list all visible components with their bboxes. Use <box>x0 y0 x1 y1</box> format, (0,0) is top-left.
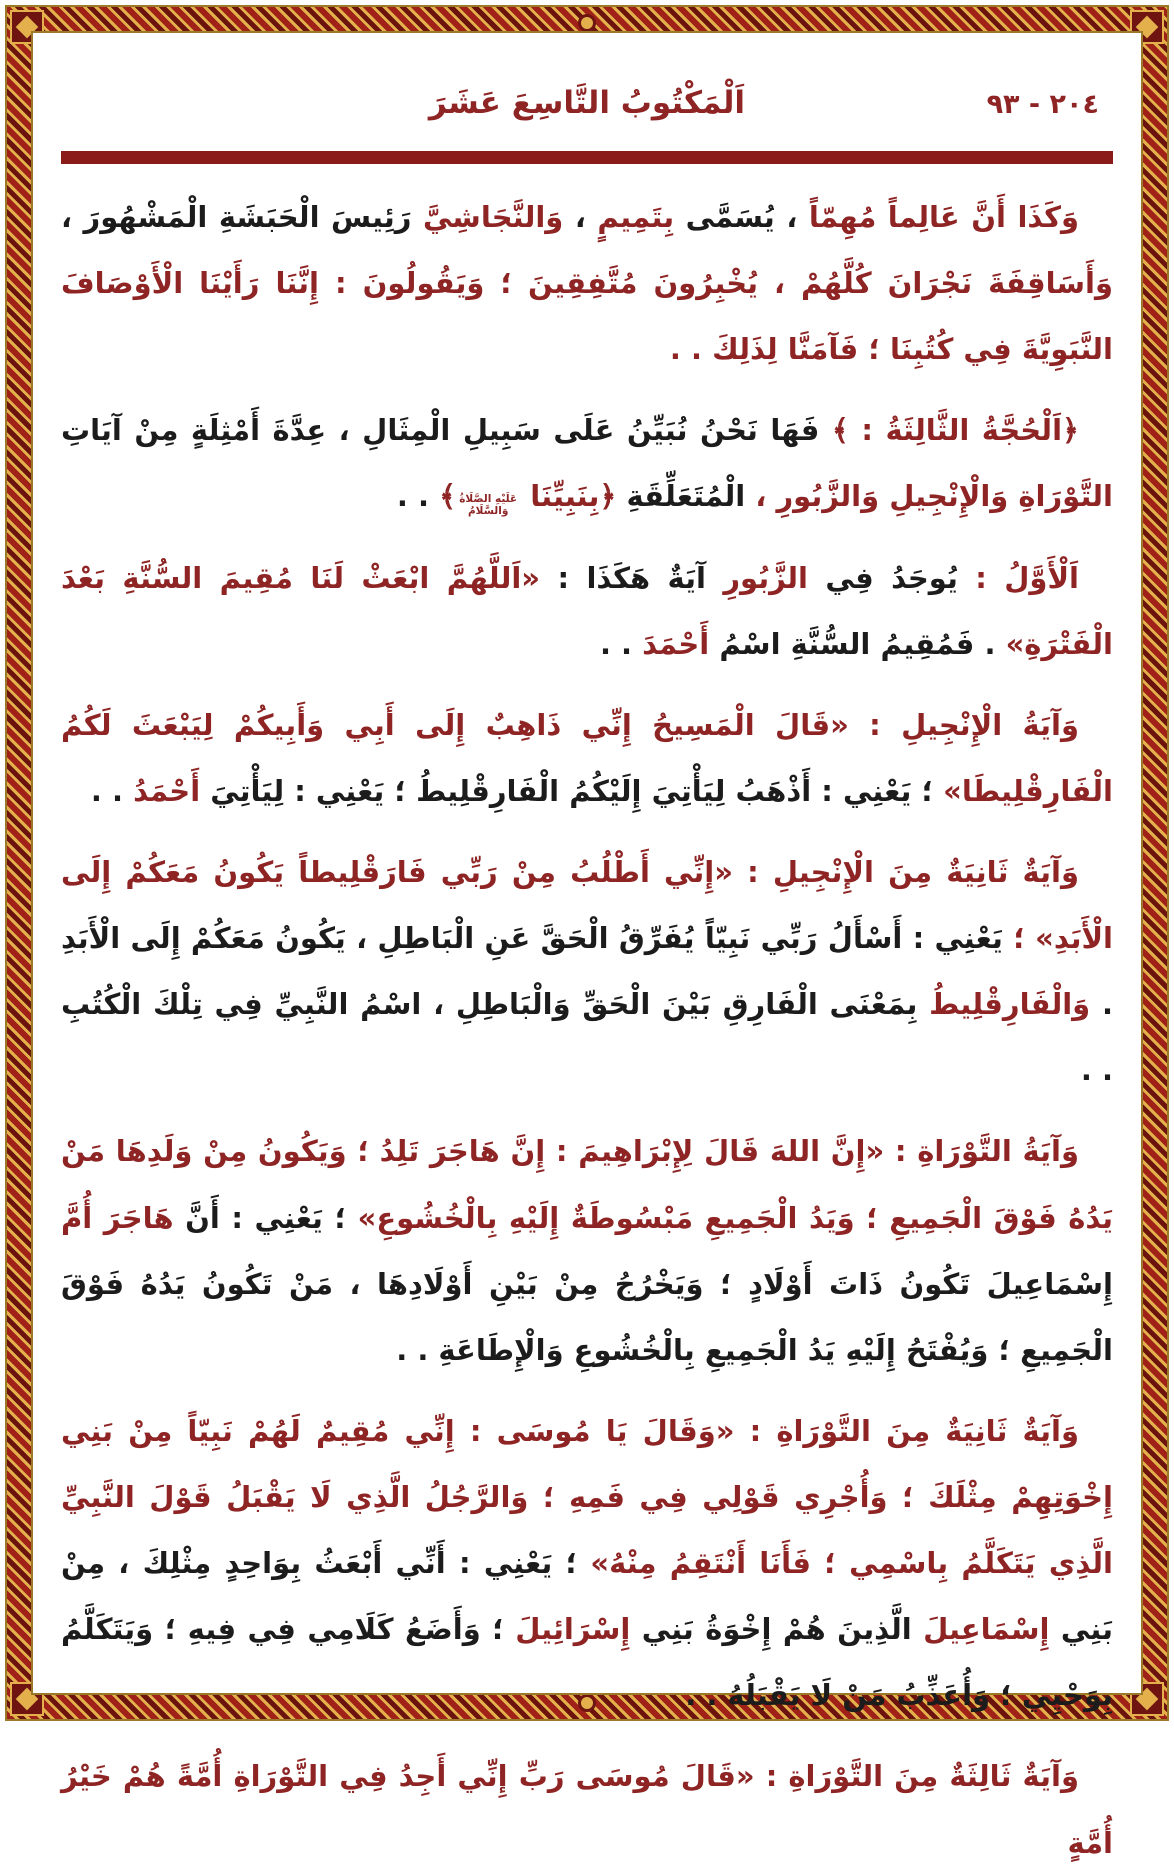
text-segment: بِتَمِيمٍ <box>597 200 675 234</box>
paragraph-1 <box>61 184 1113 382</box>
text-segment: ﴿بِنَبِيِّنَا <box>520 479 617 514</box>
text-segment: وَالنَّجَاشِيَّ <box>411 200 564 234</box>
page-header <box>61 57 1113 141</box>
text-segment: . فَمُقِيمُ السُّنَّةِ اسْمُ <box>709 626 1006 661</box>
text-segment: ؛ وَأَضَعُ كَلَامِي فِي فِيهِ ؛ وَيَتَكَلَّمُ بِوَحْيِي ؛ وَأُعَذِّبُ مَنْ لَا يَقْبَلُهُ . . <box>61 1612 1113 1713</box>
text-segment: الَّذِينَ هُمْ إِخْوَةُ بَنِي <box>630 1612 912 1647</box>
text-segment: آيَةٌ هَكَذَا : <box>540 560 706 595</box>
paragraph-7 <box>61 1398 1113 1729</box>
text-segment: إِسْرَائِيلَ <box>503 1612 631 1647</box>
paragraph-6 <box>61 1118 1113 1382</box>
text-segment: . . <box>90 773 134 808</box>
text-segment: ؛ يَعْنِي : أَنَّ <box>173 1200 358 1235</box>
text-segment: ﴾ <box>439 479 457 514</box>
paragraph-8 <box>61 1743 1113 1875</box>
text-segment: وَآيَةُ الْإِنْجِيلِ : «قَالَ الْمَسِيحُ إِنِّي ذَاهِبٌ إِلَى أَبِي وَأَبِيكُمْ لِيَبْعَثَ لَكُمُ الْفَارِقْلِيطَا» <box>61 707 1113 808</box>
paragraph-3 <box>61 545 1113 677</box>
text-segment: رَئِيسَ الْحَبَشَةِ الْمَشْهُورَ ، <box>61 200 412 234</box>
text-segment: ؛ يَعْنِي : أَذْهَبُ لِيَأْتِيَ إِلَيْكُمُ الْفَارِقْلِيطُ ؛ يَعْنِي : لِيَأْتِيَ <box>200 773 944 808</box>
text-segment: يَعْنِي : أَسْأَلُ رَبِّي نَبِيّاً يُفَرِّقُ الْحَقَّ عَنِ الْبَاطِلِ ، يَكُونُ مَعَكُمْ إِلَى الْأَبَدِ . <box>61 921 1113 1022</box>
page-title: اَلْمَكْتُوبُ التَّاسِعَ عَشَرَ <box>428 85 746 121</box>
body-text <box>61 184 1113 1876</box>
text-segment: الزَّبُورِ <box>705 560 808 595</box>
text-segment: وَآيَةٌ ثَانِيَةٌ مِنَ التَّوْرَاةِ : «وَقَالَ يَا مُوسَى : إِنِّي مُقِيمٌ لَهُمْ نَبِيّاً مِنْ بَنِي إِخْوَتِهِمْ مِثْلَكَ ؛ وَأُجْرِي قَوْلِي فِي فَمِهِ ؛ وَالرَّجُلُ الَّذِي لَا يَقْبَلُ قَوْلَ النَّبِيِّ الَّذِي يَتَكَلَّمُ بِاسْمِي ؛ فَأَنَا أَنْتَقِمُ مِنْهُ» <box>61 1413 1113 1581</box>
header-double-rule <box>61 151 1113 164</box>
text-segment: وَالْفَارِقْلِيطُ <box>917 987 1091 1022</box>
text-segment: وَآيَةُ التَّوْرَاةِ : «إِنَّ اللهَ قَالَ لِإِبْرَاهِيمَ : إِنَّ هَاجَرَ تَلِدُ ؛ وَيَكُونُ مِنْ وَلَدِهَا مَنْ يَدُهُ فَوْقَ الْجَمِيعِ ؛ وَيَدُ الْجَمِيعِ مَبْسُوطَةٌ إِلَيْهِ بِالْخُشُوعِ» <box>61 1134 1113 1235</box>
text-segment: . . <box>396 479 440 514</box>
text-segment: وَأَسَاقِفَةَ نَجْرَانَ كُلَّهُمْ ، يُخْبِرُونَ مُتَّفِقِينَ ؛ وَيَقُولُونَ : إِنَّنَا رَأَيْنَا الْأَوْصَافَ النَّبَوِيَّةَ فِي كُتُبِنَا ؛ فَآمَنَّا لِذَلِكَ . . <box>61 266 1113 367</box>
text-segment: الْمُتَعَلِّقَةِ <box>616 479 746 514</box>
text-segment: اَلْأَوَّلُ : <box>957 560 1079 595</box>
page-number: ٢٠٤ - ٩٣ <box>986 89 1099 120</box>
text-segment: «اَللَّهُمَّ ابْعَثْ لَنَا مُقِيمَ السُّنَّةِ بَعْدَ الْفَتْرَةِ» <box>61 560 1113 661</box>
salawat-mark: عَلَيْهِ الصَّلَاةُ وَالسَّلَامُ <box>459 493 518 518</box>
text-segment: ، يُسَمَّى <box>674 200 798 234</box>
paragraph-2 <box>61 397 1113 529</box>
text-segment: إِسْمَاعِيلَ <box>911 1612 1050 1647</box>
top-center-ornament <box>578 14 596 32</box>
text-segment: بِمَعْنَى الْفَارِقِ بَيْنَ الْحَقِّ وَالْبَاطِلِ ، اسْمُ النَّبِيِّ فِي تِلْكَ الْكُتُبِ . . <box>61 987 1113 1088</box>
paragraph-4 <box>61 692 1113 824</box>
text-segment: يُوجَدُ فِي <box>807 560 958 595</box>
text-segment: ﴿اَلْحُجَّةُ الثَّالِثَةُ : ﴾ <box>819 413 1080 448</box>
text-segment: أَحْمَدُ <box>133 773 201 808</box>
text-segment: وَآيَةٌ ثَانِيَةٌ مِنَ الْإِنْجِيلِ : «إِنِّي أَطْلُبُ مِنْ رَبِّي فَارَقْلِيطاً يَكُونُ مَعَكُمْ إِلَى الْأَبَدِ» ؛ <box>61 854 1113 956</box>
text-segment: وَآيَةٌ ثَالِثَةٌ مِنَ التَّوْرَاةِ : «قَالَ مُوسَى رَبِّ إِنِّي أَجِدُ فِي التَّوْرَاةِ أُمَّةً هُمْ خَيْرُ أُمَّةٍ <box>61 1759 1113 1860</box>
text-segment: هَاجَرَ أُمَّ <box>61 1200 174 1235</box>
text-segment: ؛ يَعْنِي : أَنِّي أَبْعَثُ بِوَاحِدٍ مِثْلِكَ ، مِنْ بَنِي <box>61 1546 1113 1647</box>
text-segment: إِسْمَاعِيلَ تَكُونُ ذَاتَ أَوْلَادٍ ؛ وَيَخْرُجُ مِنْ بَيْنِ أَوْلَادِهَا ، مَنْ تَكُونُ يَدُهُ فَوْقَ الْجَمِيعِ ؛ وَيُفْتَحُ إِلَيْهِ يَدُ الْجَمِيعِ بِالْخُشُوعِ وَالْإِطَاعَةِ . . <box>61 1266 1113 1367</box>
paragraph-5 <box>61 839 1113 1103</box>
text-segment: أَحْمَدَ <box>642 626 710 661</box>
page-content <box>33 33 1141 1860</box>
text-segment: وَكَذَا أَنَّ عَالِماً مُهِمّاً <box>797 200 1080 234</box>
text-segment: . . <box>599 626 643 661</box>
text-segment: التَّوْرَاةِ وَالْإِنْجِيلِ وَالزَّبُورِ ، <box>745 479 1113 514</box>
text-segment: فَهَا نَحْنُ نُبَيِّنُ عَلَى سَبِيلِ الْمِثَالِ ، عِدَّةَ أَمْثِلَةٍ مِنْ آيَاتِ <box>61 413 820 448</box>
text-segment: ، <box>563 200 598 234</box>
